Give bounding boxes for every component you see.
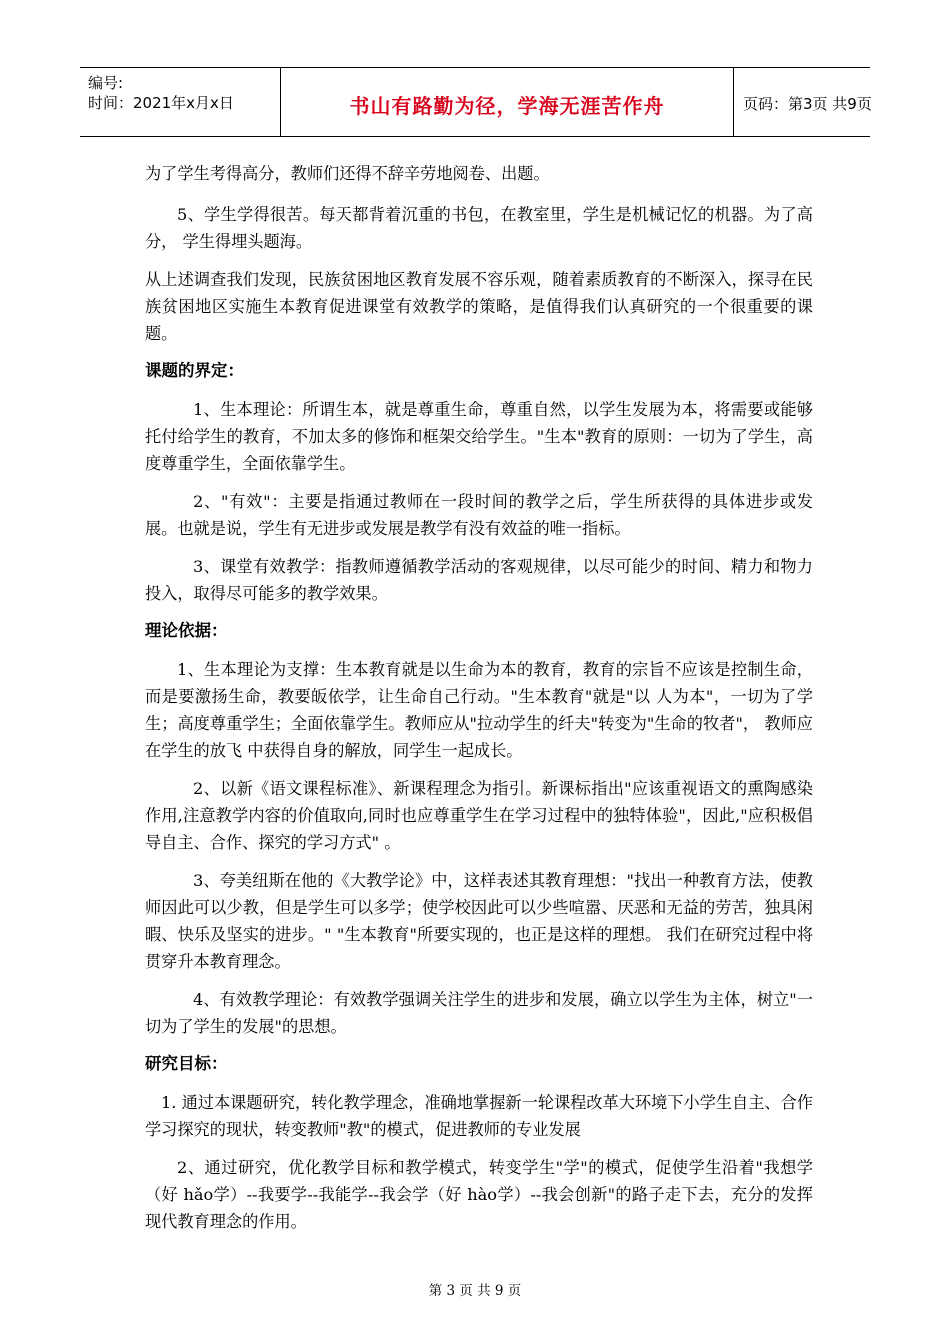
paragraph: 3、课堂有效教学：指教师遵循教学活动的客观规律，以尽可能少的时间、精力和物力投入，取得尽可能多的教学效果。 — [145, 557, 813, 603]
page-footer: 第 3 页 共 9 页 — [428, 1283, 522, 1299]
paragraph: 从上述调查我们发现，民族贫困地区教育发展不容乐观，随着素质教育的不断深入，探寻在民族贫困地区实施生本教育促进课堂有效教学的策略，是值得我们认真研究的一个很重要的课题。 — [145, 270, 813, 343]
header-page-cell — [733, 68, 870, 136]
paragraph: 1. 通过本课题研究，转化教学理念，准确地掌握新一轮课程改革大环境下小学生自主、合作学习探究的现状，转变教师"教"的模式，促进教师的专业发展 — [145, 1093, 813, 1139]
paragraph: 2、"有效"：主要是指通过教师在一段时间的教学之后，学生所获得的具体进步或发展。也就是说，学生有无进步或发展是教学有没有效益的唯一指标。 — [145, 492, 813, 538]
page-header — [80, 67, 870, 137]
paragraph: 2、以新《语文课程标准》、新课程理念为指引。新课标指出"应该重视语文的熏陶感染作用,注意教学内容的价值取向,同时也应尊重学生在学习过程中的独特体验"，因此,"应积极倡导自主、合作、探究的学习方式" 。 — [145, 779, 813, 852]
document-date-label: 时间：2021年x月x日 — [88, 94, 234, 112]
header-motto: 书山有路勤为径，学海无涯苦作舟 — [349, 94, 665, 118]
header-page-number: 页码：第3页 共9页 — [743, 95, 872, 113]
document-body — [145, 150, 813, 1235]
paragraph: 5、学生学得很苦。每天都背着沉重的书包，在教室里，学生是机械记忆的机器。为了高分， 学生得埋头题海。 — [145, 205, 813, 251]
section-heading: 课题的界定： — [145, 361, 244, 380]
paragraph: 1、生本理论：所谓生本，就是尊重生命，尊重自然，以学生发展为本，将需要或能够托付给学生的教育，不加太多的修饰和框架交给学生。"生本"教育的原则：一切为了学生，高度尊重学生，全面依靠学生。 — [145, 400, 813, 473]
paragraph: 2、通过研究，优化教学目标和教学模式，转变学生"学"的模式，促使学生沿着"我想学（好 hǎo学）--我要学--我能学--我会学（好 hào学）--我会创新"的路子走下去，充分的发挥现代教育理念的作用。 — [145, 1158, 813, 1231]
paragraph: 4、有效教学理论：有效教学强调关注学生的进步和发展，确立以学生为主体，树立"一切为了学生的发展"的思想。 — [145, 990, 813, 1036]
header-meta — [80, 68, 280, 136]
section-heading: 理论依据： — [145, 621, 228, 640]
paragraph: 1、生本理论为支撑：生本教育就是以生命为本的教育，教育的宗旨不应该是控制生命，而是要激扬生命，教要皈依学，让生命自己行动。"生本教育"就是"以 人为本"，一切为了学生；高度尊重学生；全面依靠学生。教师应从"拉动学生的纤夫"转变为"生命的牧者"， 教师应在学生的放飞 中获得自身的解放，同学生一起成长。 — [145, 660, 813, 760]
document-number-label: 编号: — [88, 74, 124, 92]
header-motto-cell — [280, 68, 734, 136]
paragraph: 3、夸美纽斯在他的《大教学论》中，这样表述其教育理想："找出一种教育方法，使教师因此可以少教，但是学生可以多学；使学校因此可以少些喧嚣、厌恶和无益的劳苦，独具闲暇、快乐及坚实的进步。" "生本教育"所要实现的，也正是这样的理想。 我们在研究过程中将贯穿升本教育理念。 — [145, 871, 813, 971]
paragraph: 为了学生考得高分，教师们还得不辞辛劳地阅卷、出题。 — [145, 164, 550, 183]
section-heading: 研究目标： — [145, 1054, 228, 1073]
